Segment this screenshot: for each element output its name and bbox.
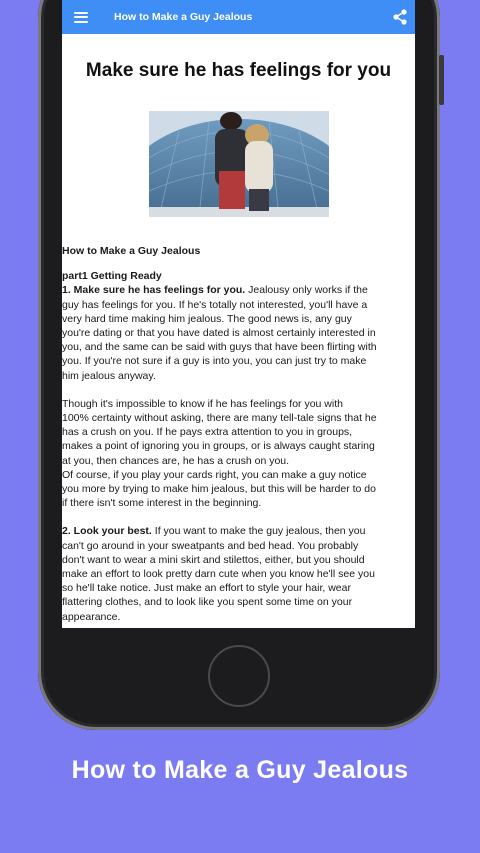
phone-screen [62, 0, 415, 628]
text-line: if there isn't some interest in the beginning. [62, 497, 262, 510]
text-line: guy has feelings for you. If he's totally not interested, you'll have a [62, 298, 368, 311]
hamburger-menu-icon[interactable] [74, 12, 88, 23]
text-line: so he'll take notice. Just make an effort to style your hair, wear [62, 582, 351, 595]
step2-paragraph [62, 524, 415, 623]
text-line: 2. Look your best. If you want to make the guy jealous, then you [62, 525, 366, 538]
app-bar [62, 0, 415, 34]
text-line: you more by trying to make him jealous, but this will be harder to do [62, 483, 376, 496]
app-title: How to Make a Guy Jealous [114, 11, 253, 23]
article-body [62, 244, 415, 624]
couple-photo-illustration [149, 111, 329, 217]
hero-image [149, 111, 329, 217]
text-line: appearance. [62, 610, 121, 623]
promo-caption: How to Make a Guy Jealous [71, 756, 409, 784]
share-icon[interactable] [393, 9, 407, 25]
text-line: has a crush on you. If he pays extra attention to you in groups, [62, 426, 353, 439]
text-line: Though it's impossible to know if he has feelings for you with [62, 397, 343, 410]
text-line: very hard time making him jealous. The good news is, any guy [62, 312, 352, 325]
step1-paragraph [62, 283, 415, 382]
text-line: him jealous anyway. [62, 369, 156, 382]
section-title: How to Make a Guy Jealous [62, 245, 201, 257]
article-headline: Make sure he has feelings for you [85, 60, 392, 81]
text-line: 100% certainty without asking, there are many tell-tale signs that he [62, 412, 377, 425]
text-line: can't go around in your sweatpants and bed head. You probably [62, 539, 359, 552]
part-title: part1 Getting Ready [62, 270, 162, 283]
home-button[interactable] [208, 645, 270, 707]
text-line: Of course, if you play your cards right, you can make a guy notice [62, 468, 367, 481]
text-line: you. If you're not sure if a guy is into you, you can just try to make [62, 355, 367, 368]
text-line: you're dating or that you have dated is almost certainly interested in [62, 327, 376, 340]
text-line: at you, then chances are, he has a crush on you. [62, 454, 290, 467]
text-line: makes a point of ignoring you in groups, or is always caught staring [62, 440, 375, 453]
phone-side-button [439, 55, 444, 105]
text-line: make an effort to look pretty darn cute when you know he'll see you [62, 568, 375, 581]
text-line: don't want to wear a mini skirt and stilettos, either, but you should [62, 553, 365, 566]
text-line: flattering clothes, and to look like you spent some time on your [62, 596, 353, 609]
text-line: you, and the same can be said with guys that have been flirting with [62, 341, 377, 354]
text-line: 1. Make sure he has feelings for you. Jealousy only works if the [62, 284, 368, 297]
step1-detail-paragraph [62, 397, 415, 511]
